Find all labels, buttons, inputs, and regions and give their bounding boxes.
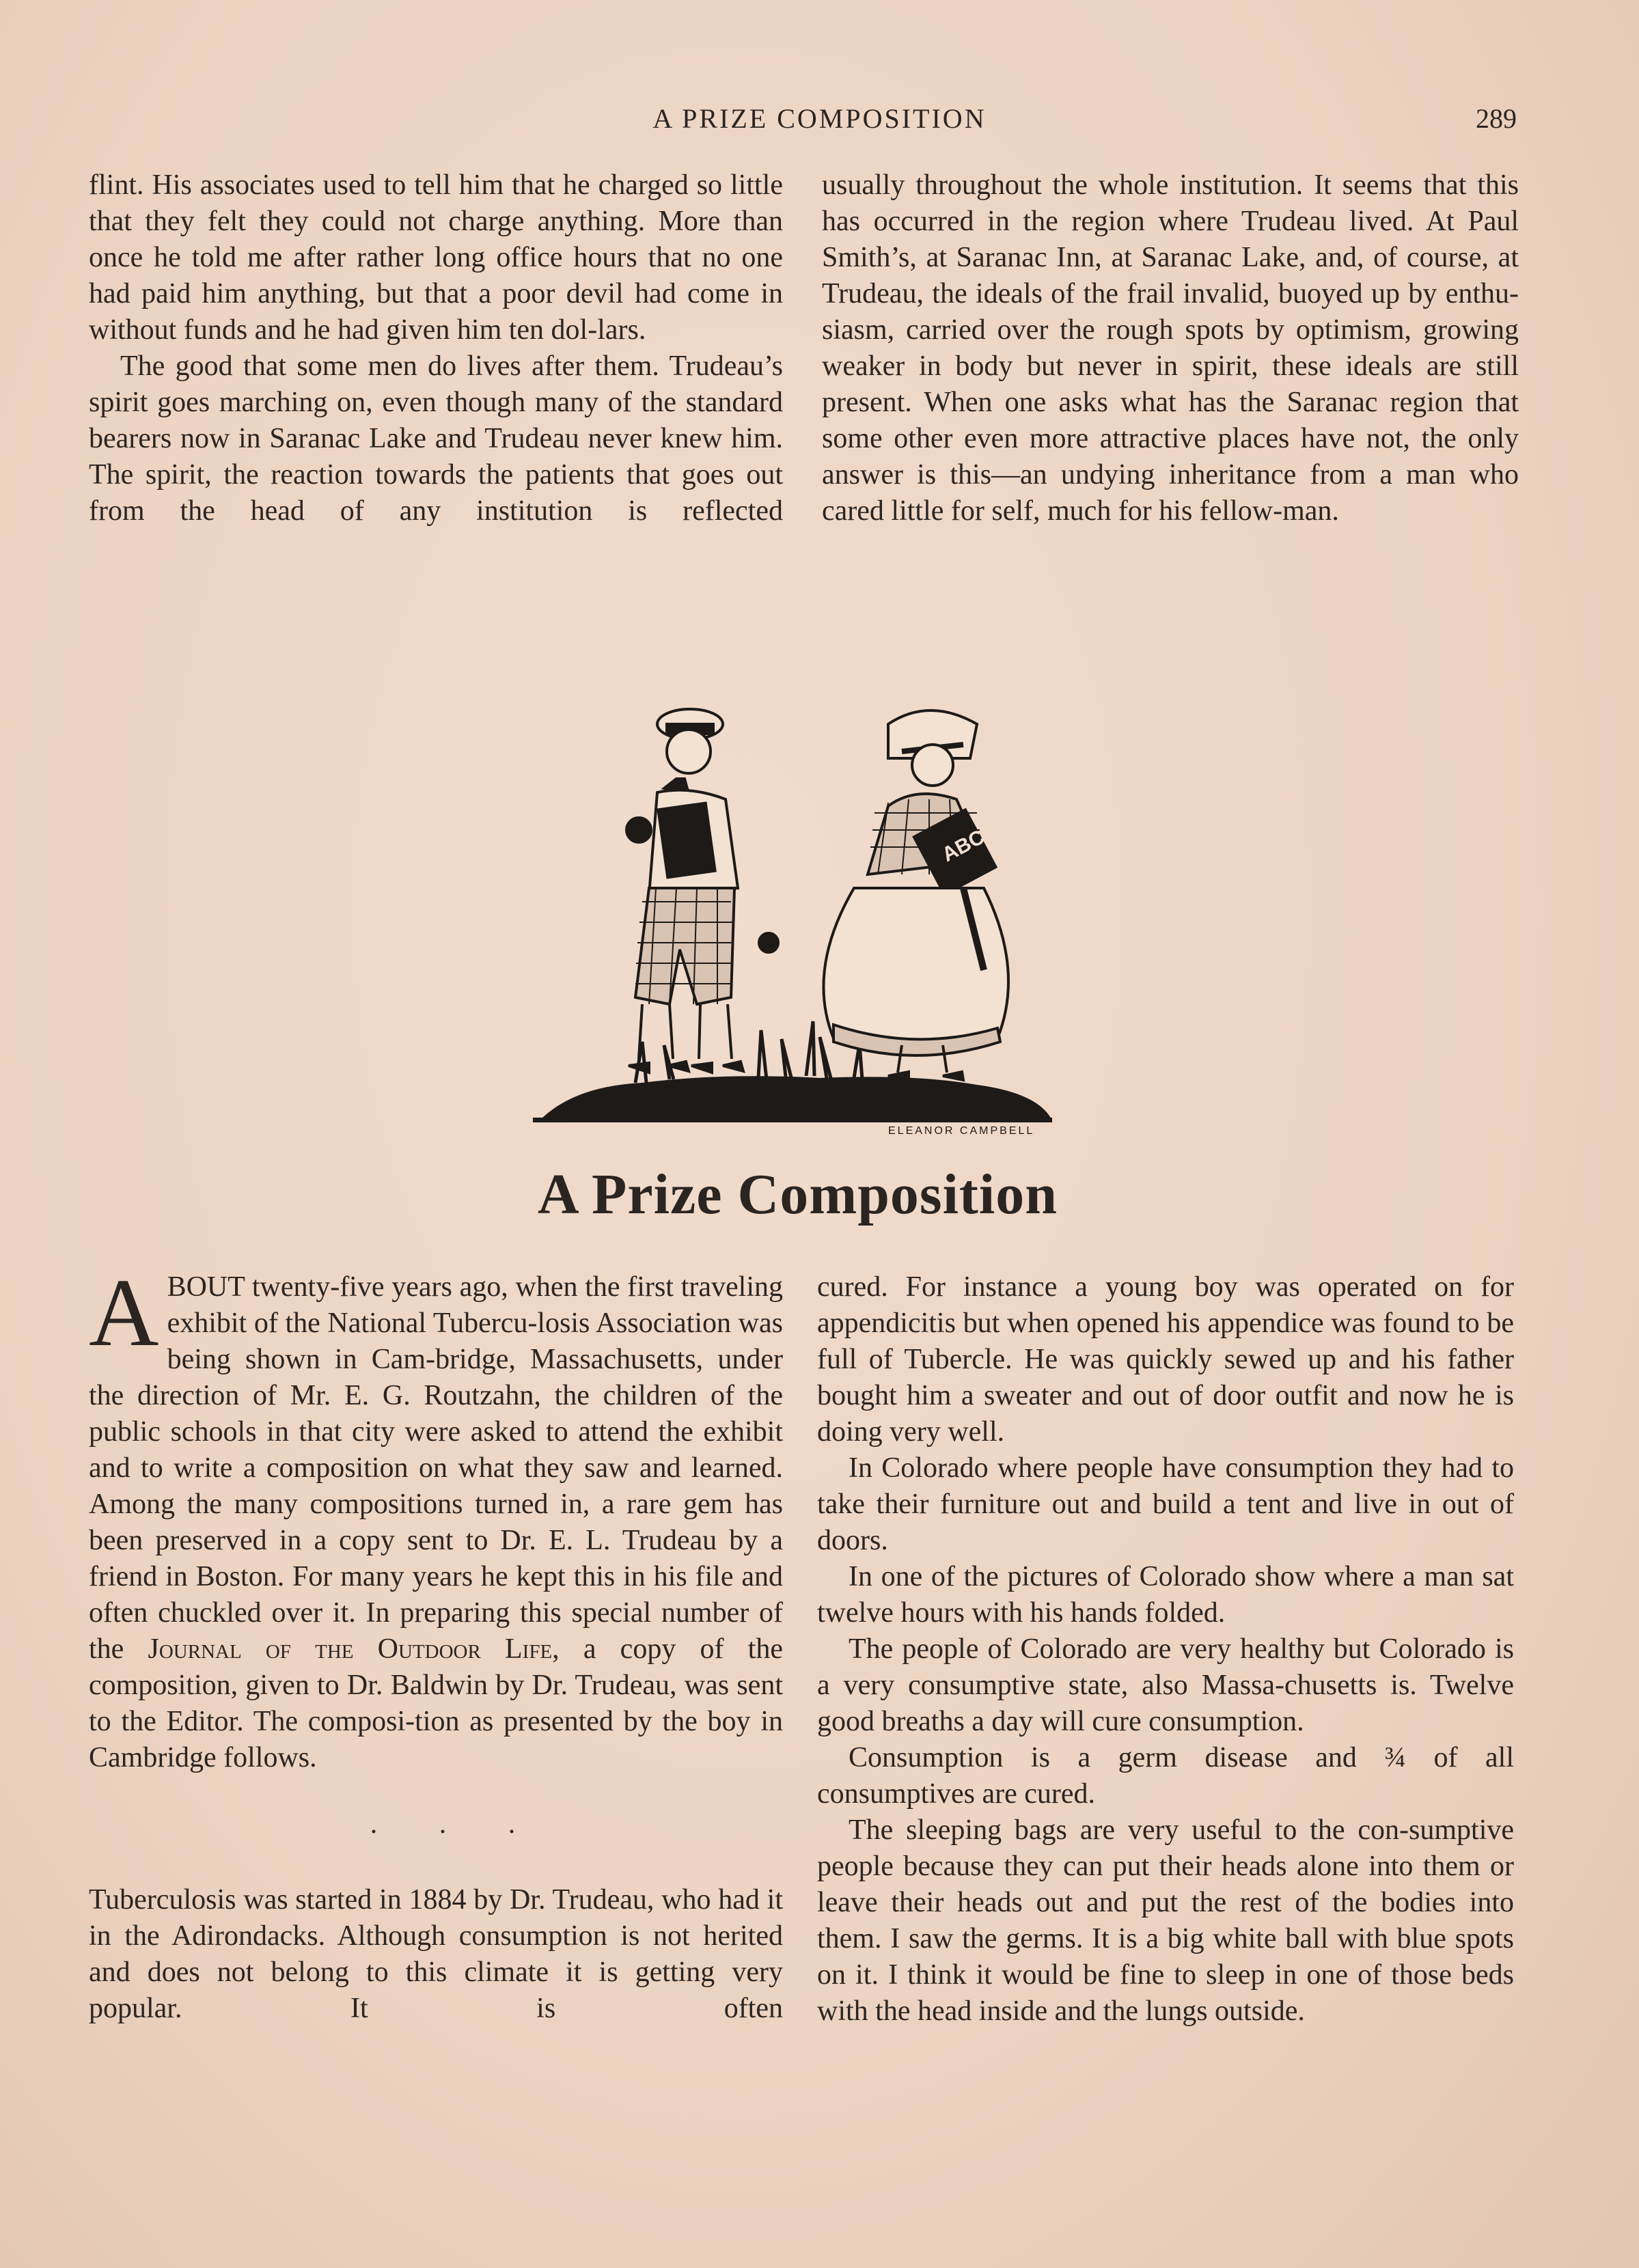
intro-text-part-1: BOUT twenty-five years ago, when the first traveling exhibit of the National Tubercu-losis Association was being shown in Cam-bridge, Massachusetts, under the direction of Mr. E. G. Routzahn, the children of the public schools in that city were asked to attend the exhibit and to write a composition on what they saw and learned. Among the many compositions turned in, a rare gem has been preserved in a copy sent to Dr. E. L. Trudeau by a friend in Boston. For many years he kept this in his file and often chuckled over it. In preparing this special number of the <box>89 1271 783 1665</box>
illustrator-signature: ELEANOR CAMPBELL <box>888 1125 1035 1134</box>
composition-paragraph: In Colorado where people have consumption they had to take their furniture out and build a tent and live in out of doors. <box>817 1452 1514 1556</box>
article-left-column <box>89 1258 783 2027</box>
continued-text-left-column <box>89 167 783 529</box>
section-separator: . . . <box>370 1808 543 1840</box>
composition-paragraph: Consumption is a germ disease and ¾ of all consumptives are cured. <box>817 1742 1514 1810</box>
article-title: A Prize Composition <box>538 1163 1058 1226</box>
book-letters: ABC <box>938 825 989 867</box>
running-title: A PRIZE COMPOSITION <box>652 103 987 134</box>
drop-cap: A <box>89 1258 159 1366</box>
composition-paragraph: cured. For instance a young boy was operated on for appendicitis but when opened his appendice was found to be full of Tubercle. He was quickly sewed up and his father bought him a sweater and out of door outfit and now he is doing very well. <box>817 1271 1514 1448</box>
composition-paragraph: The people of Colorado are very healthy but Colorado is a very consumptive state, also Massa-chusetts is. Twelve good breaths a day will cure consumption. <box>817 1633 1514 1737</box>
composition-paragraph: In one of the pictures of Colorado show where a man sat twelve hours with his hands folded. <box>817 1561 1514 1629</box>
intro-text-part-2: , a copy of the composition, given to Dr. Baldwin by Dr. Trudeau, was sent to the Editor. The composi-tion as presented by the boy in Cambridge follows. <box>89 1633 783 1773</box>
article-right-column <box>817 1269 1514 2030</box>
journal-name: Journal of the Outdoor Life <box>148 1633 553 1665</box>
continued-paragraph: usually throughout the whole institution. It seems that this has occurred in the region where Trudeau lived. At Paul Smith’s, at Saranac Inn, at Saranac Lake, and, of course, at Trudeau, the ideals of the frail invalid, buoyed up by enthu-siasm, carried over the rough spots by optimism, growing weaker in body but never in spirit, these ideals are still present. When one asks what has the Saranac region that some other even more attractive places have not, the only answer is this—an undying inheritance from a man who cared little for self, much for his fellow-man. <box>822 169 1519 527</box>
composition-paragraph: Tuberculosis was started in 1884 by Dr. Trudeau, who had it in the Adirondacks. Although consumption is not herited and does not belong to this climate it is getting very popular. It is often <box>89 1884 783 2024</box>
continued-paragraph: flint. His associates used to tell him that he charged so little that they felt they could not charge anything. More than once he told me after rather long office hours that no one had paid him anything, but that a poor devil had come in without funds and he had given him ten dol-lars. <box>89 169 783 346</box>
composition-paragraph: The sleeping bags are very useful to the con-sumptive people because they can put their heads alone into them or leave their heads out and put the rest of the bodies into them. I saw the germs. It is a big white ball with blue spots on it. I think it would be fine to sleep in one of those beds with the head inside and the lungs outside. <box>817 1814 1514 2027</box>
continued-text-right-column <box>822 167 1519 529</box>
page-number: 289 <box>1476 103 1517 134</box>
continued-paragraph: The good that some men do lives after them. Trudeau’s spirit goes marching on, even though many of the standard bearers now in Saranac Lake and Trudeau never knew him. The spirit, the reaction towards the patients that goes out from the head of any institution is reflected <box>89 350 783 527</box>
children-with-books-illustration <box>533 683 1066 1134</box>
girl-figure <box>823 710 1008 1080</box>
boy-figure <box>626 709 778 1073</box>
intro-paragraph <box>89 1258 783 1776</box>
